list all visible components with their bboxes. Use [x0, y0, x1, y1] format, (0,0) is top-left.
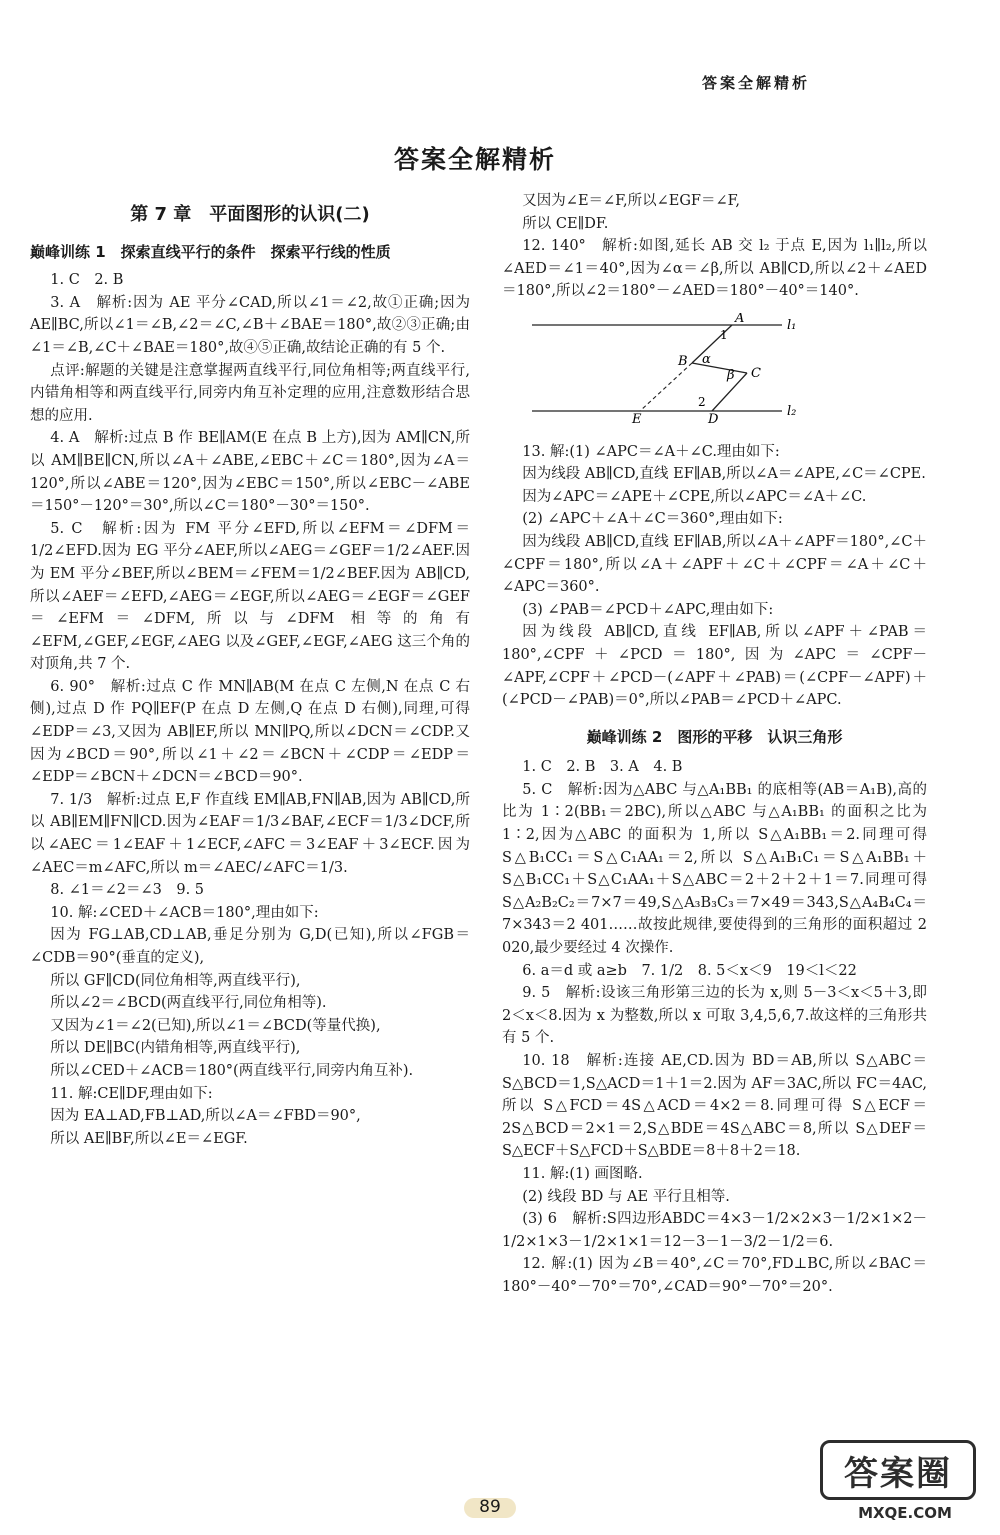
answer-13-line: 因为∠APC＝∠APE＋∠CPE,所以∠APC＝∠A＋∠C. — [522, 488, 867, 505]
page-number: 89 — [460, 1497, 520, 1517]
answer-9: 9. 5 解析:设该三角形第三边的长为 x,则 5－3＜x＜5＋3,即 2＜x＜8.因为 x 为整数,所以 x 可取 3,4,5,6,7.故这样的三角形共有 5 个. — [502, 985, 927, 1047]
label-c: C — [751, 365, 761, 381]
answer-7: 7. 1/3 解析:过点 E,F 作直线 EM∥AB,FN∥AB,因为 AB∥CD,所以 AB∥EM∥FN∥CD.因为∠EAF＝1/3∠BAF,∠ECF＝1/3∠DCF,所以∠AEC＝1∠EAF＋1∠ECF,∠AFC＝3∠EAF＋3∠ECF.因为∠AEC＝m∠AFC,所以 m＝∠AEC/∠AFC＝1/3. — [30, 791, 470, 876]
answer-10-line: 所以∠CED＋∠ACB＝180°(两直线平行,同旁内角互补). — [50, 1062, 414, 1079]
answer-1-4: 1. C 2. B 3. A 4. B — [522, 759, 683, 776]
answer-10-line: 所以 DE∥BC(内错角相等,两直线平行), — [50, 1040, 301, 1057]
label-e: E — [632, 411, 642, 423]
section-heading-1: 巅峰训练 1 探索直线平行的条件 探索平行线的性质 — [30, 242, 391, 261]
answer-5: 5. C 解析:因为 FM 平分∠EFD,所以∠EFM＝∠DFM＝1/2∠EFD.因为 EG 平分∠AEF,所以∠AEG＝∠GEF＝1/2∠AEF.因为 EM 平分∠BEF,所以∠BEM＝∠FEM＝1/2∠BEF.因为 AB∥CD,所以∠AEF＝∠EFD,∠AEG＝∠EGF,所以∠AEG＝∠EGF＝∠GEF＝∠EFM＝∠DFM,所以与∠DFM 相等的角有∠EFM,∠GEF,∠EGF,∠AEG 以及∠GEF,∠EGF,∠AEG 这三个角的对顶角,共 7 个. — [30, 520, 470, 673]
answer-6: 6. 90° 解析:过点 C 作 MN∥AB(M 在点 C 左侧,N 在点 C 右侧),过点 D 作 PQ∥EF(P 在点 D 左侧,Q 在点 D 右侧),同理,可得∠EDP＝∠3,又因为 AB∥EF,所以 MN∥PQ,所以∠DCN＝∠CDP.又因为∠BCD＝90°,所以∠1＋∠2＝∠BCN＋∠CDP＝∠EDP＝∠EDP＝∠BCN＋∠DCN＝∠BCD＝90°. — [30, 678, 470, 786]
right-column — [502, 190, 927, 1299]
answer-11-cont: 又因为∠E＝∠F,所以∠EGF＝∠F, — [522, 193, 741, 209]
answer-11: 11. 解:(1) 画图略. — [522, 1165, 643, 1182]
geometry-figure — [522, 313, 927, 431]
answer-13-line: 因为线段 AB∥CD,直线 EF∥AB,所以∠A＋∠APF＝180°,∠C＋∠CPF＝180°,所以∠A＋∠APF＋∠C＋∠CPF＝∠A＋∠C＋∠APC＝360°. — [502, 533, 927, 596]
answer-12: 12. 140° 解析:如图,延长 AB 交 l₂ 于点 E,因为 l₁∥l₂,所以∠AED＝∠1＝40°,因为∠α＝∠β,所以 AB∥CD,所以∠2＋∠AED＝180°,所以∠2＝180°－∠AED＝180°－40°＝140°. — [502, 238, 927, 300]
chapter-heading: 第 7 章 平面图形的认识(二) — [130, 204, 370, 225]
answer-6-8: 6. a＝d 或 a≥b 7. 1/2 8. 5＜x＜9 19＜l＜22 — [522, 962, 857, 979]
answer-11-line: (3) 6 解析:S四边形ABDC＝4×3－1/2×2×3－1/2×1×2－1/2×1×3－1/2×1×1＝12－3－1－3/2－1/2＝6. — [502, 1211, 927, 1250]
answer-13-line: 因为线段 AB∥CD,直线 EF∥AB,所以∠APF＋∠PAB＝180°,∠CPF＋∠PCD＝180°,因为∠APC＝∠CPF－∠APF,∠CPF＋∠PCD－(∠APF＋∠PAB)＝(∠CPF－∠APF)＋(∠PCD－∠PAB)＝0°,所以∠PAB＝∠PCD＋∠APC. — [502, 624, 927, 709]
section-heading-2: 巅峰训练 2 图形的平移 认识三角形 — [586, 727, 843, 746]
answer-13-part2: (2) ∠APC＋∠A＋∠C＝360°,理由如下: — [522, 511, 783, 528]
answer-11-line: (2) 线段 BD 与 AE 平行且相等. — [522, 1188, 730, 1205]
answer-12: 12. 解:(1) 因为∠B＝40°,∠C＝70°,FD⊥BC,所以∠BAC＝180°－40°－70°＝70°,∠CAD＝90°－70°＝20°. — [502, 1256, 927, 1295]
answer-11-line: 因为 EA⊥AD,FB⊥AD,所以∠A＝∠FBD＝90°, — [50, 1108, 361, 1125]
label-l1: l₁ — [787, 317, 797, 333]
label-beta: β — [727, 367, 735, 383]
page-title: 答案全解精析 — [393, 145, 556, 174]
parallel-lines-diagram — [522, 313, 822, 423]
answer-11: 11. 解:CE∥DF,理由如下: — [50, 1085, 213, 1102]
answer-3: 3. A 解析:因为 AE 平分∠CAD,所以∠1＝∠2,故①正确;因为 AE∥BC,所以∠1＝∠B,∠2＝∠C,∠B＋∠BAE＝180°,故②③正确;由∠1＝∠B,∠C＋∠BAE＝180°,故④⑤正确,故结论正确的有 5 个. — [30, 294, 470, 356]
answer-5: 5. C 解析:因为△ABC 与△A₁BB₁ 的底相等(AB＝A₁B),高的比为 1∶2(BB₁＝2BC),所以△ABC 与△A₁BB₁ 的面积之比为 1∶2,因为△ABC 的面积为 1,所以 S△A₁BB₁＝2.同理可得 S△B₁CC₁＝S△C₁AA₁＝2,所以 S△A₁B₁C₁＝S△A₁BB₁＋S△B₁CC₁＋S△C₁AA₁＋S△ABC＝2＋2＋2＋1＝7.同理可得 S△A₂B₂C₂＝7×7＝49,S△A₃B₃C₃＝7×49＝343,S△A₄B₄C₄＝7×343＝2 401……故按此规律,要使得到的三角形的面积超过 2 020,最少要经过 4 次操作. — [502, 781, 927, 957]
answer-10-line: 因为 FG⊥AB,CD⊥AB,垂足分别为 G,D(已知),所以∠FGB＝∠CDB＝90°(垂直的定义), — [30, 927, 470, 966]
label-b: B — [678, 353, 688, 369]
answer-11-cont: 所以 CE∥DF. — [522, 215, 609, 232]
label-a: A — [735, 312, 745, 326]
answer-13-part3: (3) ∠PAB＝∠PCD＋∠APC,理由如下: — [522, 601, 774, 618]
answer-10: 10. 解:∠CED＋∠ACB＝180°,理由如下: — [50, 904, 319, 921]
watermark-url: MXQE.COM — [858, 1504, 952, 1522]
running-head: 答案全解精析 — [701, 74, 810, 92]
label-alpha: α — [702, 351, 711, 367]
answer-13-line: 因为线段 AB∥CD,直线 EF∥AB,所以∠A＝∠APE,∠C＝∠CPE. — [522, 466, 926, 483]
watermark-mark: 答案圈 — [820, 1440, 976, 1500]
answer-10-line: 又因为∠1＝∠2(已知),所以∠1＝∠BCD(等量代换), — [50, 1017, 381, 1034]
label-d: D — [708, 411, 719, 423]
answer-11-line: 所以 AE∥BF,所以∠E＝∠EGF. — [50, 1130, 248, 1147]
label-angle-1: 1 — [720, 327, 728, 342]
answer-10-line: 所以∠2＝∠BCD(两直线平行,同位角相等). — [50, 995, 327, 1012]
answer-10-line: 所以 GF∥CD(同位角相等,两直线平行), — [50, 972, 301, 989]
answer-1-2: 1. C 2. B — [50, 272, 124, 289]
label-angle-2: 2 — [698, 394, 706, 409]
answer-13: 13. 解:(1) ∠APC＝∠A＋∠C.理由如下: — [522, 443, 780, 460]
answer-4: 4. A 解析:过点 B 作 BE∥AM(E 在点 B 上方),因为 AM∥CN,所以 AM∥BE∥CN,所以∠A＋∠ABE,∠EBC＋∠C＝180°,因为∠A＝120°,所以∠ABE＝120°,因为∠EBC＝150°,所以∠EBC－∠ABE＝150°－120°＝30°,所以∠C＝180°－30°＝150°. — [30, 430, 470, 515]
answer-3-comment: 点评:解题的关键是注意掌握两直线平行,同位角相等;两直线平行,内错角相等和两直线平行,同旁内角互补定理的应用,注意数形结合思想的应用. — [30, 362, 470, 424]
watermark-logo — [820, 1440, 990, 1530]
answer-8-9: 8. ∠1＝∠2＝∠3 9. 5 — [50, 882, 205, 899]
label-l2: l₂ — [787, 403, 797, 419]
left-column — [30, 190, 470, 1150]
answer-10: 10. 18 解析:连接 AE,CD.因为 BD＝AB,所以 S△ABC＝S△BCD＝1,S△ACD＝1＋1＝2.因为 AF＝3AC,所以 FC＝4AC,所以 S△FCD＝4S△ACD＝4×2＝8.同理可得 S△ECF＝2S△BCD＝2×1＝2,S△BDE＝4S△ABC＝8,所以 S△DEF＝S△ECF＋S△FCD＋S△BDE＝8＋8＋2＝18. — [502, 1053, 927, 1160]
